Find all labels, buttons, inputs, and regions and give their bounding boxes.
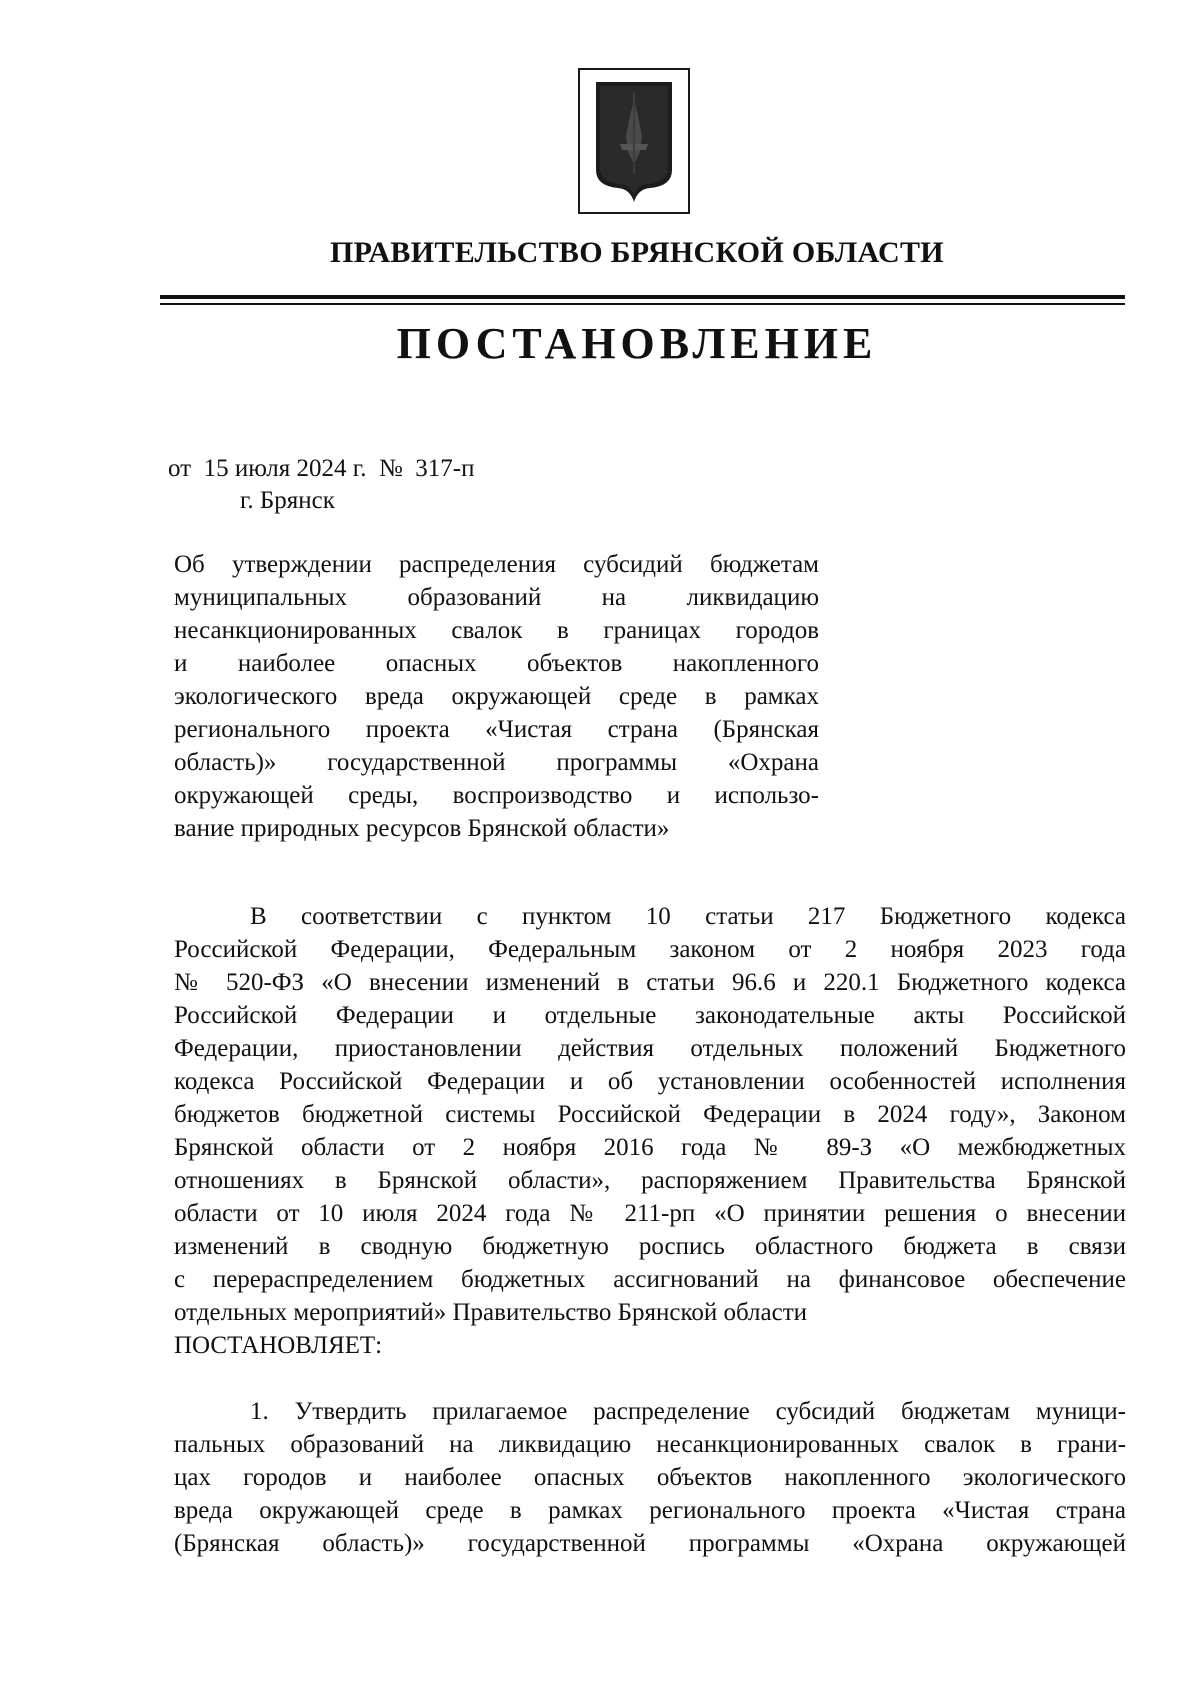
preamble-line: Брянской области от 2 ноября 2016 года № 89-З «О межбюджетных — [174, 1134, 1126, 1161]
preamble-line: Российской Федерации, Федеральным законом от 2 ноября 2023 года — [174, 936, 1126, 963]
preamble-line: отношениях в Брянской области», распоряжением Правительства Брянской — [174, 1167, 1126, 1194]
item-1-paragraph — [174, 1395, 1126, 1560]
subject-line: и наиболее опасных объектов накопленного — [174, 650, 819, 677]
subject-line: окружающей среды, воспроизводство и использо- — [174, 782, 819, 809]
preamble-line: бюджетов бюджетной системы Российской Федерации в 2024 году», Законом — [174, 1101, 1126, 1128]
preamble-line: изменений в сводную бюджетную роспись областного бюджета в связи — [174, 1233, 1126, 1260]
preamble-line: области от 10 июля 2024 года № 211-рп «О принятии решения о внесении — [174, 1200, 1126, 1227]
organization-title: ПРАВИТЕЛЬСТВО БРЯНСКОЙ ОБЛАСТИ — [330, 236, 944, 269]
preamble-paragraph — [174, 900, 1126, 1329]
item-1-line: 1. Утвердить прилагаемое распределение субсидий бюджетам муници- — [250, 1398, 1126, 1425]
emblem-frame — [578, 68, 690, 214]
preamble-line: В соответствии с пунктом 10 статьи 217 Бюджетного кодекса — [250, 903, 1126, 930]
item-1-line: цах городов и наиболее опасных объектов накопленного экологического — [174, 1464, 1126, 1491]
preamble-line: № 520-ФЗ «О внесении изменений в статьи 96.6 и 220.1 Бюджетного кодекса — [174, 969, 1126, 996]
item-1-line: (Брянская область)» государственной программы «Охрана окружающей — [174, 1530, 1126, 1557]
subject-line: несанкционированных свалок в границах городов — [174, 617, 819, 644]
header-rule-thin — [160, 303, 1125, 305]
subject-line: вание природных ресурсов Брянской области» — [174, 815, 670, 842]
subject-line: Об утверждении распределения субсидий бюджетам — [174, 551, 819, 578]
preamble-line: Российской Федерации и отдельные законодательные акты Российской — [174, 1002, 1126, 1029]
coat-of-arms-icon — [590, 78, 678, 206]
preamble-line: с перераспределением бюджетных ассигнований на финансовое обеспечение — [174, 1266, 1126, 1293]
header-rule-thick — [160, 295, 1125, 299]
document-city: г. Брянск — [240, 487, 335, 514]
preamble-line: отдельных мероприятий» Правительство Брянской области — [174, 1299, 808, 1326]
preamble-line: Федерации, приостановлении действия отдельных положений Бюджетного — [174, 1035, 1126, 1062]
subject-line: область)» государственной программы «Охрана — [174, 749, 819, 776]
document-subject — [174, 548, 819, 845]
subject-line: экологического вреда окружающей среде в рамках — [174, 683, 819, 710]
document-type-title: ПОСТАНОВЛЕНИЕ — [396, 319, 878, 368]
subject-line: регионального проекта «Чистая страна (Брянская — [174, 716, 819, 743]
item-1-line: вреда окружающей среде в рамках регионального проекта «Чистая страна — [174, 1497, 1126, 1524]
preamble-line: кодекса Российской Федерации и об установлении особенностей исполнения — [174, 1068, 1126, 1095]
item-1-line: пальных образований на ликвидацию несанкционированных свалок в грани- — [174, 1431, 1126, 1458]
document-date-number: от 15 июля 2024 г. № 317-п — [168, 455, 475, 482]
subject-line: муниципальных образований на ликвидацию — [174, 584, 819, 611]
resolves-keyword: ПОСТАНОВЛЯЕТ: — [174, 1332, 383, 1359]
